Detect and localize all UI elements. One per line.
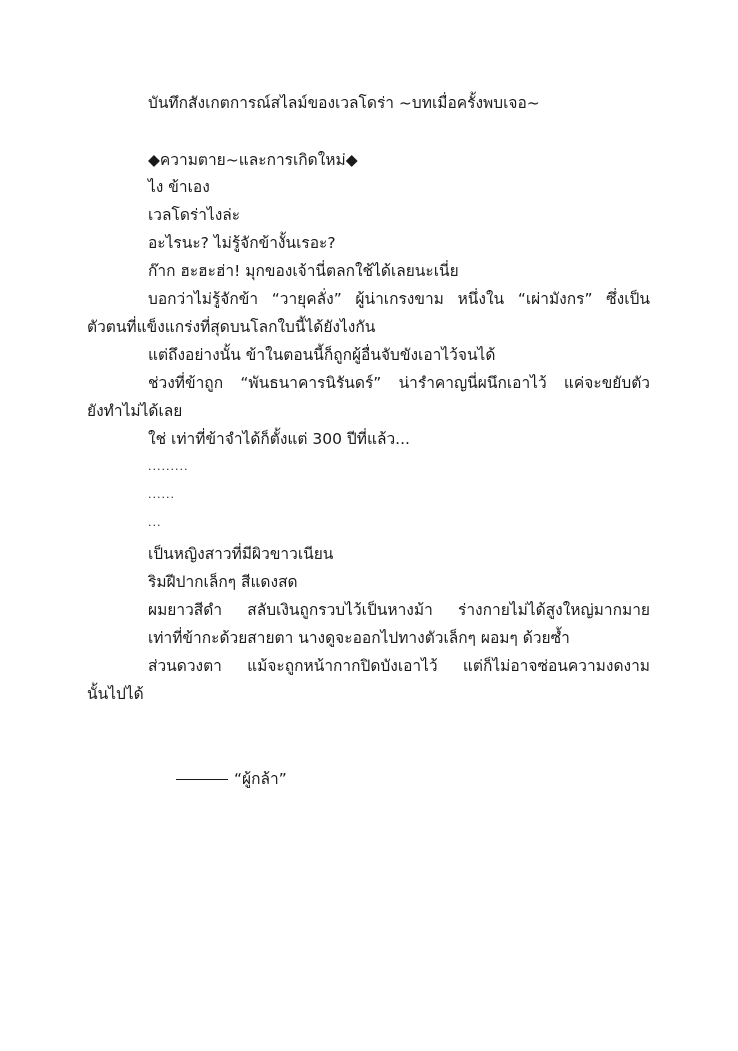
body-line: อะไรนะ? ไม่รู้จักข้างั้นเรอะ? xyxy=(148,234,336,252)
ellipsis-line: ...... xyxy=(148,488,175,501)
body-line: ก๊าก ฮะฮะฮ่า! มุกของเจ้านี่ตลกใช้ได้เลยนะเนี่ย xyxy=(148,262,459,280)
body-line: แต่ถึงอย่างนั้น ข้าในตอนนี้ก็ถูกผู้อื่นจับขังเอาไว้จนได้ xyxy=(148,346,496,364)
body-line: ยังทำไม่ได้เลย xyxy=(87,402,183,420)
chapter-heading: ◆ความตาย~และการเกิดใหม่◆ xyxy=(148,151,358,169)
ellipsis-line: ......... xyxy=(148,460,189,473)
body-line: ใช่ เท่าที่ข้าจำได้ก็ตั้งแต่ 300 ปีที่แล้ว... xyxy=(148,430,410,448)
body-line: นั้นไปได้ xyxy=(87,685,144,703)
document-title: บันทึกสังเกตการณ์สไลม์ของเวลโดร่า ~บทเมื่อครั้งพบเจอ~ xyxy=(148,94,540,112)
body-line: ริมฝีปากเล็กๆ สีแดงสด xyxy=(148,573,298,591)
signature xyxy=(176,768,287,790)
body-line: ช่วงที่ข้าถูก “พันธนาคารนิรันดร์” น่ารำคาญนี่ผนึกเอาไว้ แค่จะขยับตัว xyxy=(148,374,650,392)
body-line: เท่าที่ข้ากะด้วยสายตา นางดูจะออกไปทางตัวเล็กๆ ผอมๆ ด้วยซ้ำ xyxy=(148,629,570,647)
body-line: ตัวตนที่แข็งแกร่งที่สุดบนโลกใบนี้ได้ยังไงกัน xyxy=(87,318,376,336)
signature-rule xyxy=(176,779,228,780)
body-line: ไง ข้าเอง xyxy=(148,178,210,196)
body-line: ส่วนดวงตา แม้จะถูกหน้ากากปิดบังเอาไว้ แต่ก็ไม่อาจซ่อนความงดงาม xyxy=(148,657,650,675)
ellipsis-line: ... xyxy=(148,516,162,529)
body-line: ผมยาวสีดำ สลับเงินถูกรวบไว้เป็นหางม้า ร่างกายไม่ได้สูงใหญ่มากมาย xyxy=(148,601,650,619)
body-line: เป็นหญิงสาวที่มีผิวขาวเนียน xyxy=(148,545,334,563)
signature-text: “ผู้กล้า” xyxy=(234,770,287,788)
body-line: บอกว่าไม่รู้จักข้า “วายุคลั่ง” ผู้น่าเกรงขาม หนึ่งใน “เผ่ามังกร” ซึ่งเป็น xyxy=(148,290,650,308)
body-line: เวลโดร่าไงล่ะ xyxy=(148,206,241,224)
